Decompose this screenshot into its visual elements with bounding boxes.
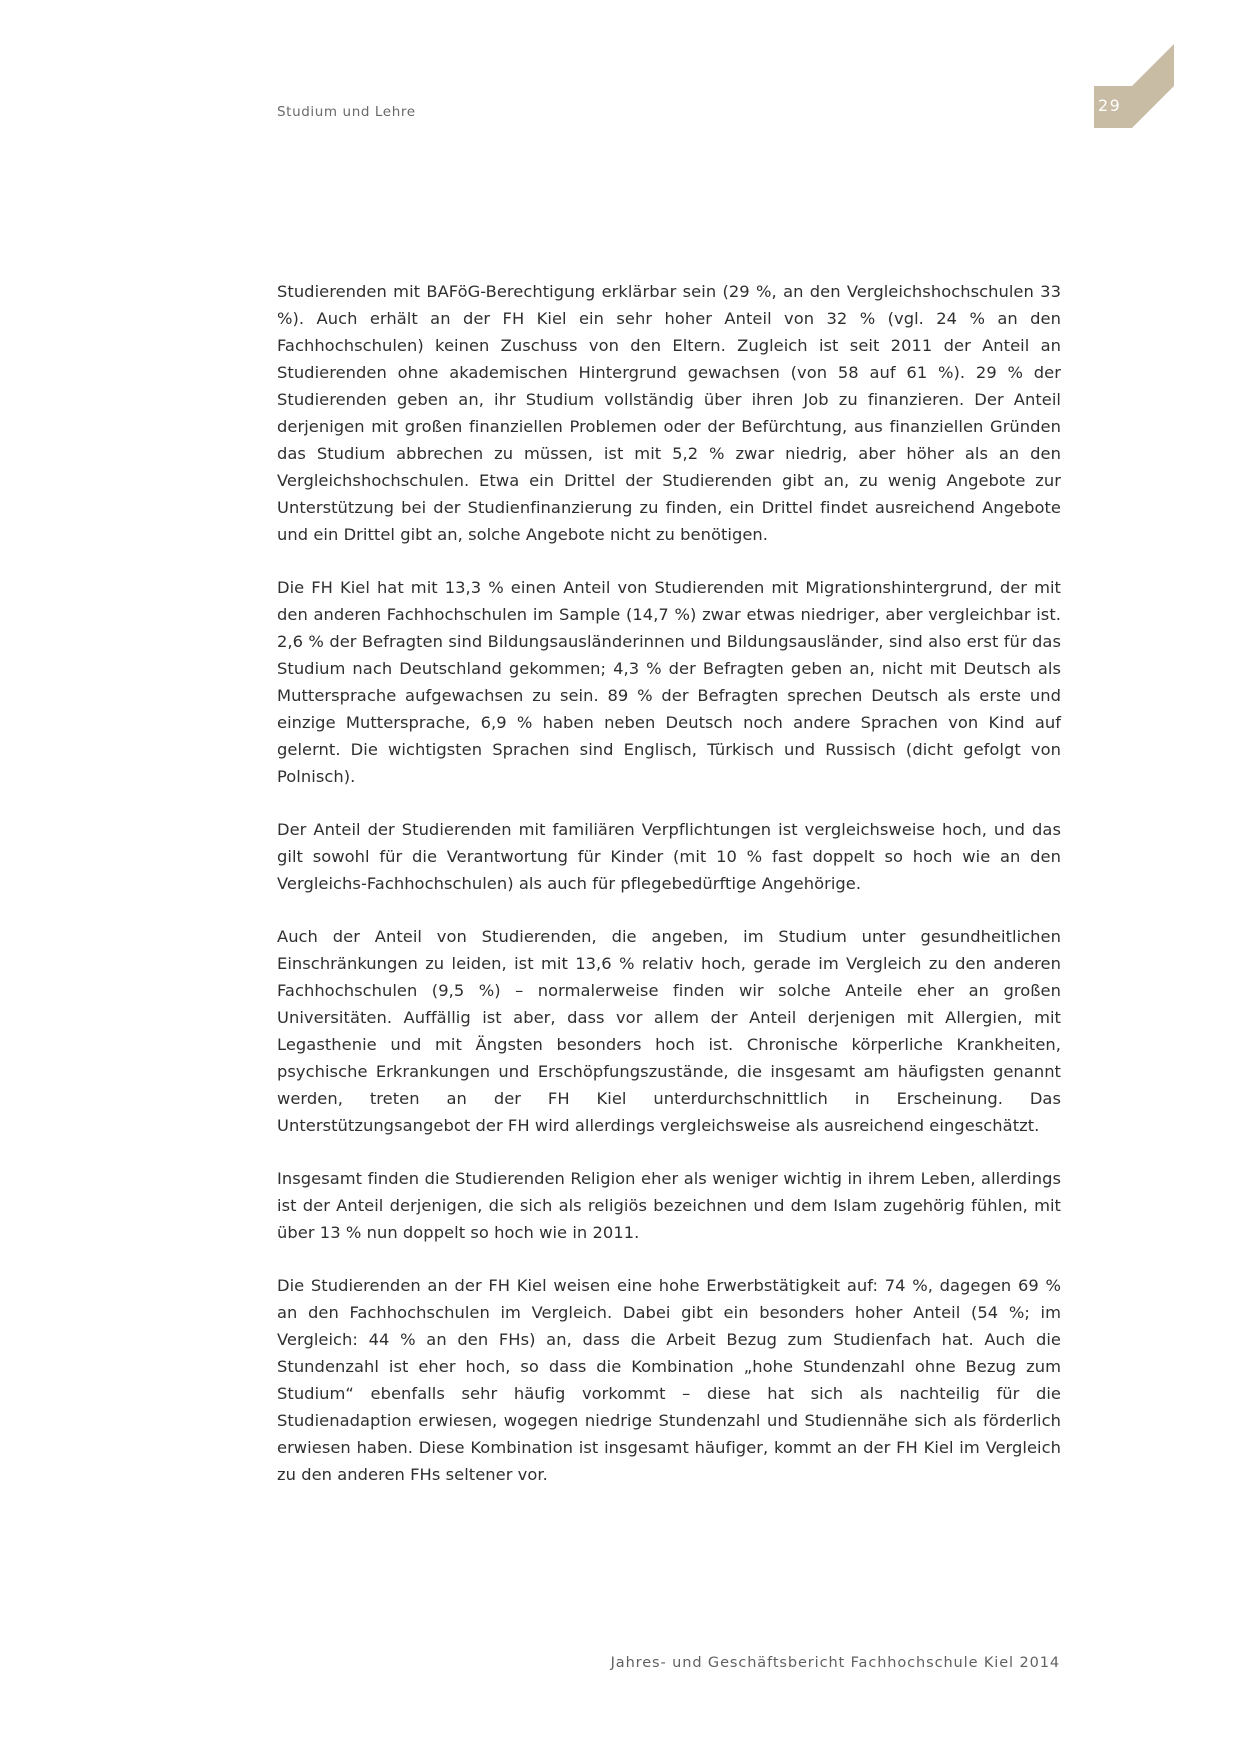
page-number: 29 bbox=[1098, 96, 1122, 115]
page-footer: Jahres- und Geschäftsbericht Fachhochschule Kiel 2014 bbox=[610, 1655, 1060, 1671]
paragraph: Studierenden mit BAFöG-Berechtigung erklärbar sein (29 %, an den Vergleichshochschulen 33 %). Auch erhält an der FH Kiel ein sehr hoher Anteil von 32 % (vgl. 24 % an den Fachhochschulen) keinen Zuschuss von den Eltern. Zugleich ist seit 2011 der Anteil an Studierenden ohne akademischen Hintergrund gewachsen (von 58 auf 61 %). 29 % der Studierenden geben an, ihr Studium vollständig über ihren Job zu finanzieren. Der Anteil derjenigen mit großen finanziellen Problemen oder der Befürchtung, aus finanziellen Gründen das Studium abbrechen zu müssen, ist mit 5,2 % zwar niedrig, aber höher als an den Vergleichshochschulen. Etwa ein Drittel der Studierenden gibt an, zu wenig Angebote zur Unterstützung bei der Studienfinanzierung zu finden, ein Drittel findet ausreichend Angebote und ein Drittel gibt an, solche Angebote nicht zu benötigen. bbox=[277, 282, 1061, 544]
page-tab-polygon bbox=[1094, 44, 1174, 128]
paragraph: Auch der Anteil von Studierenden, die angeben, im Studium unter gesundheitlichen Einschränkungen zu leiden, ist mit 13,6 % relativ hoch, gerade im Vergleich zu den anderen Fachhochschulen (9,5 %) – normalerweise finden wir solche Anteile eher an großen Universitäten. Auffällig ist aber, dass vor allem der Anteil derjenigen mit Allergien, mit Legasthenie und mit Ängsten besonders hoch ist. Chronische körperliche Krankheiten, psychische Erkrankungen und Erschöpfungszustände, die insgesamt am häufigsten genannt werden, treten an der FH Kiel unterdurchschnittlich in Erscheinung. Das Unterstützungsangebot der FH wird allerdings vergleichsweise als ausreichend eingeschätzt. bbox=[277, 927, 1061, 1135]
paragraph: Der Anteil der Studierenden mit familiären Verpflichtungen ist vergleichsweise hoch, und das gilt sowohl für die Verantwortung für Kinder (mit 10 % fast doppelt so hoch wie an den Vergleichs-Fachhochschulen) als auch für pflegebedürftige Angehörige. bbox=[277, 820, 1061, 893]
paragraph: Insgesamt finden die Studierenden Religion eher als weniger wichtig in ihrem Leben, allerdings ist der Anteil derjenigen, die sich als religiös bezeichnen und dem Islam zugehörig fühlen, mit über 13 % nun doppelt so hoch wie in 2011. bbox=[277, 1169, 1061, 1242]
page-tab-shape bbox=[1094, 44, 1174, 128]
body-text bbox=[277, 278, 1061, 1488]
paragraph: Die Studierenden an der FH Kiel weisen eine hohe Erwerbstätigkeit auf: 74 %, dagegen 69 % an den Fachhochschulen im Vergleich. Dabei gibt ein besonders hoher Anteil (54 %; im Vergleich: 44 % an den FHs) an, dass die Arbeit Bezug zum Studienfach hat. Auch die Stundenzahl ist eher hoch, so dass die Kombination „hohe Stundenzahl ohne Bezug zum Studium“ ebenfalls sehr häufig vorkommt – diese hat sich als nachteilig für die Studienadaption erwiesen, wogegen niedrige Stundenzahl und Studiennähe sich als förderlich erwiesen haben. Diese Kombination ist insgesamt häufiger, kommt an der FH Kiel im Vergleich zu den anderen FHs seltener vor. bbox=[277, 1276, 1061, 1484]
running-head: Studium und Lehre bbox=[277, 104, 416, 120]
paragraph: Die FH Kiel hat mit 13,3 % einen Anteil von Studierenden mit Migrationshintergrund, der mit den anderen Fachhochschulen im Sample (14,7 %) zwar etwas niedriger, aber vergleichbar ist. 2,6 % der Befragten sind Bildungsausländerinnen und Bildungsausländer, sind also erst für das Studium nach Deutschland gekommen; 4,3 % der Befragten geben an, nicht mit Deutsch als Muttersprache aufgewachsen zu sein. 89 % der Befragten sprechen Deutsch als erste und einzige Muttersprache, 6,9 % haben neben Deutsch noch andere Sprachen von Kind auf gelernt. Die wichtigsten Sprachen sind Englisch, Türkisch und Russisch (dicht gefolgt von Polnisch). bbox=[277, 578, 1061, 786]
